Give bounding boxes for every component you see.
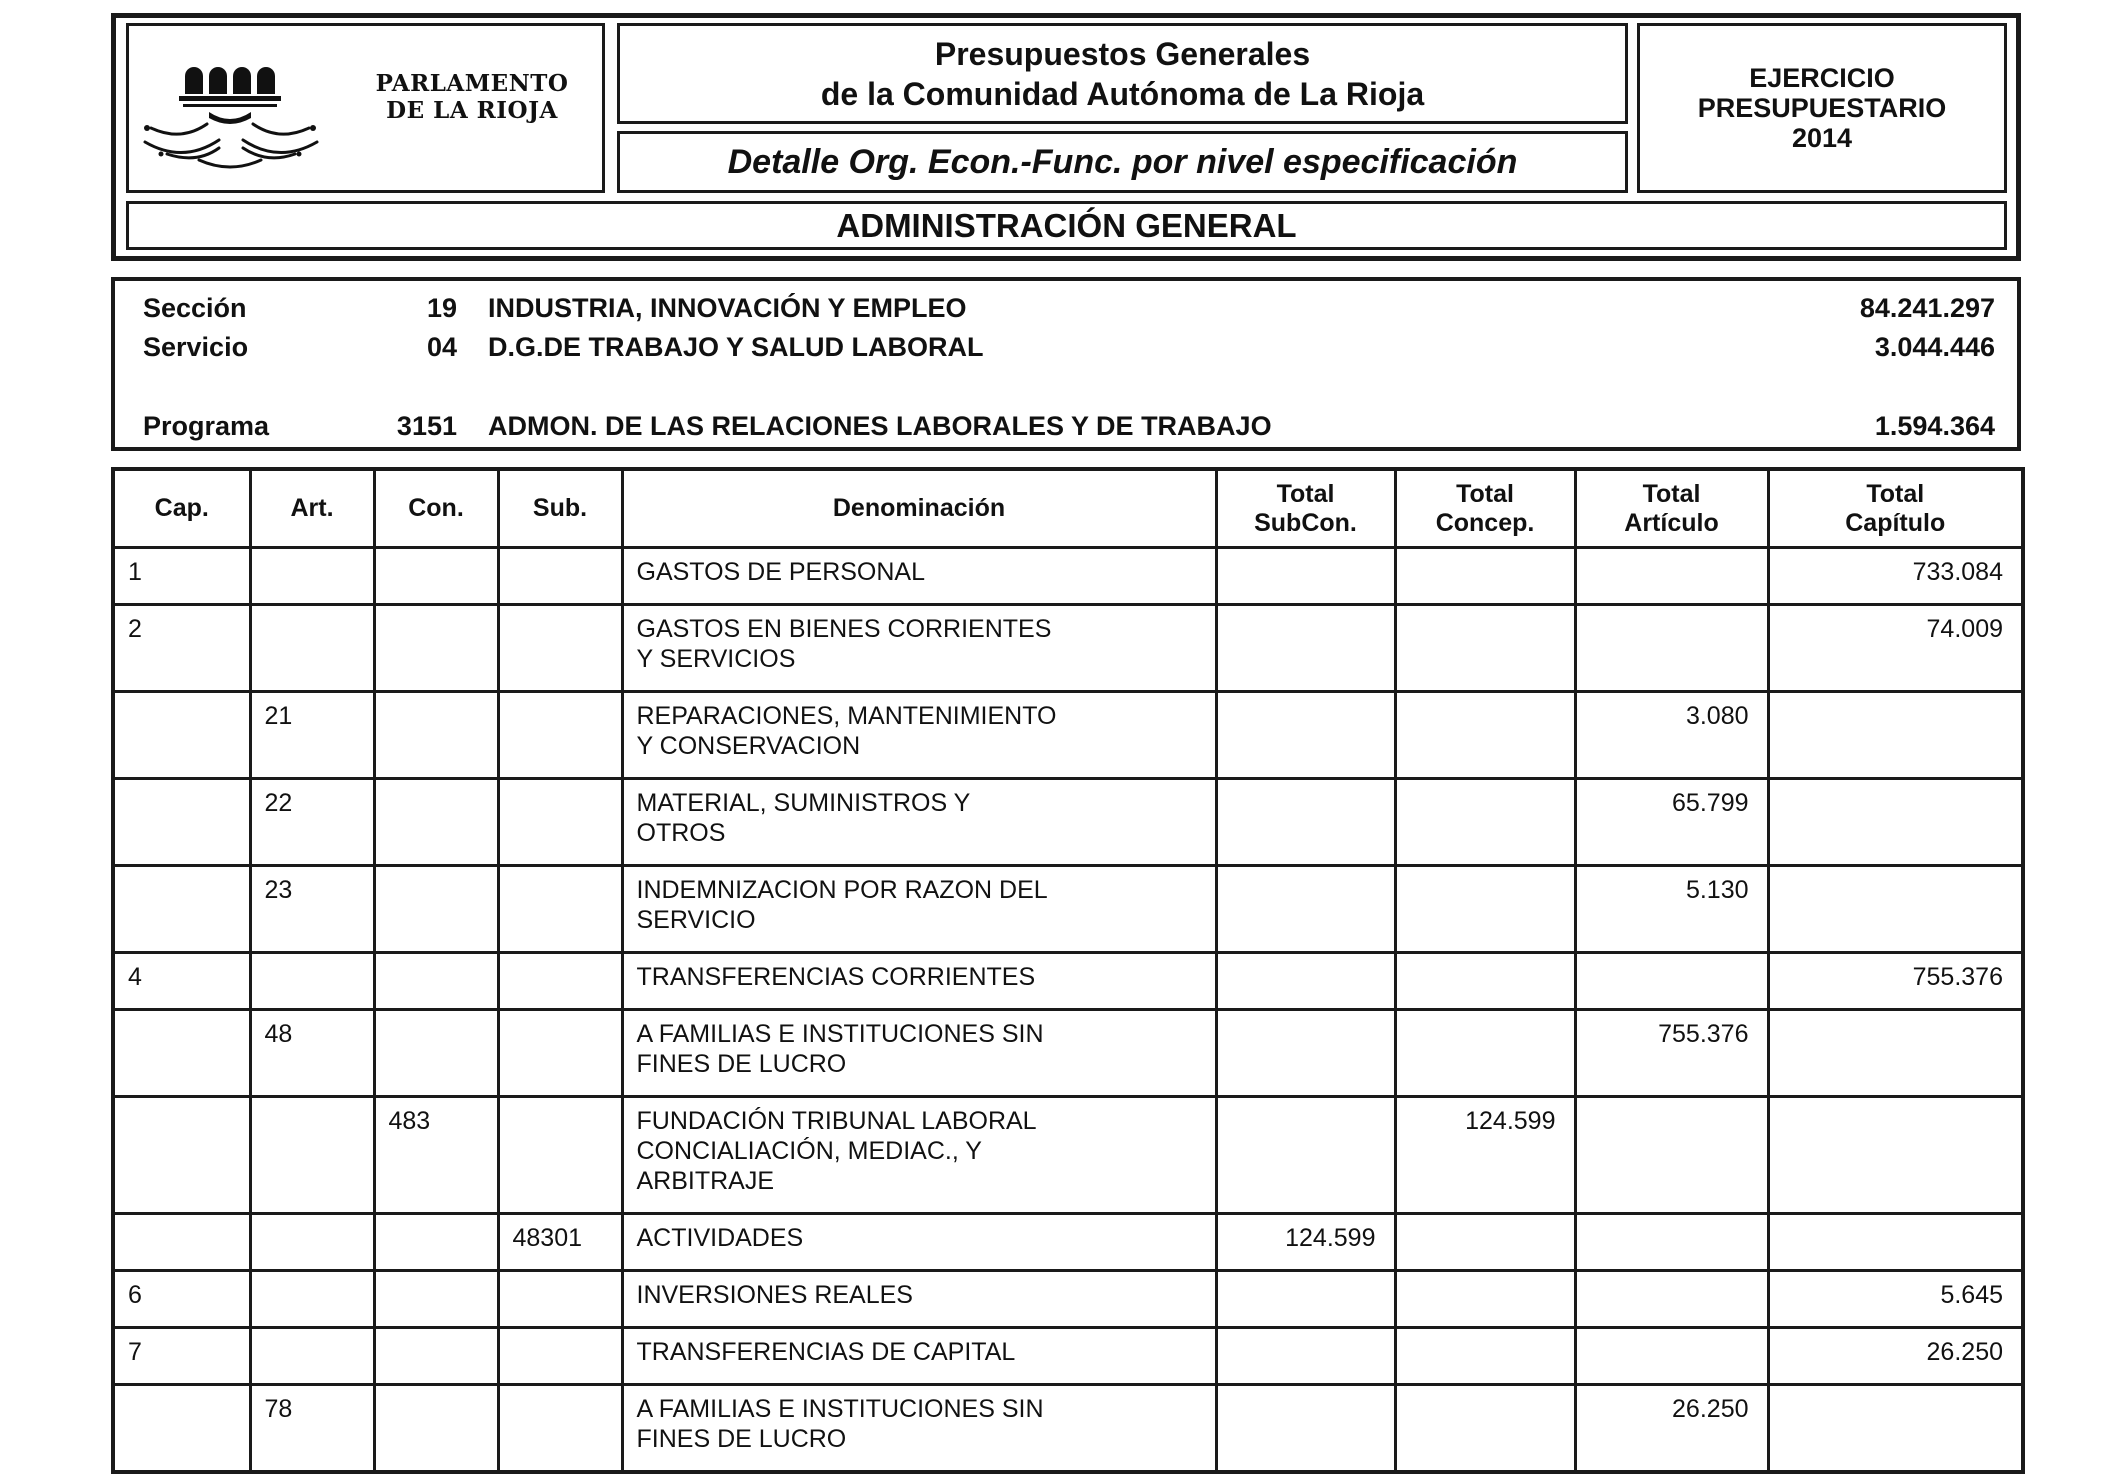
budget-title-line1: Presupuestos Generales — [934, 35, 1311, 72]
cell-denominacion: A FAMILIAS E INSTITUCIONES SIN FINES DE LUCRO — [622, 1010, 1216, 1097]
cell-cap — [113, 1097, 250, 1214]
cell-total-capitulo — [1768, 692, 2023, 779]
cell-total-subcon — [1216, 548, 1395, 605]
col-header-sub: Sub. — [498, 469, 622, 548]
cell-total-articulo: 755.376 — [1575, 1010, 1768, 1097]
table-row — [113, 692, 2023, 779]
cell-total-subcon — [1216, 1385, 1395, 1473]
cell-con — [374, 1271, 498, 1328]
servicio-code: 04 — [426, 332, 457, 362]
cell-sub — [498, 1385, 622, 1473]
cell-art — [250, 1328, 374, 1385]
cell-art — [250, 605, 374, 692]
table-row — [113, 1097, 2023, 1214]
program-info — [111, 277, 2021, 451]
cell-total-capitulo — [1768, 779, 2023, 866]
cell-cap: 4 — [113, 953, 250, 1010]
cell-total-concep — [1395, 692, 1575, 779]
cell-total-articulo — [1575, 953, 1768, 1010]
cell-con: 483 — [374, 1097, 498, 1214]
cell-total-articulo: 65.799 — [1575, 779, 1768, 866]
table-row — [113, 1385, 2023, 1473]
cell-total-concep — [1395, 1385, 1575, 1473]
cell-con — [374, 548, 498, 605]
cell-sub — [498, 953, 622, 1010]
cell-cap — [113, 1214, 250, 1271]
cell-total-concep — [1395, 1328, 1575, 1385]
cell-total-concep — [1395, 548, 1575, 605]
cell-art: 22 — [250, 779, 374, 866]
cell-art — [250, 548, 374, 605]
cell-cap — [113, 866, 250, 953]
cell-sub — [498, 1010, 622, 1097]
col-header-cap: Cap. — [113, 469, 250, 548]
cell-sub — [498, 692, 622, 779]
col-header-total-capitulo-line2: Capítulo — [1845, 508, 1946, 537]
cell-total-concep — [1395, 866, 1575, 953]
programa-name: ADMON. DE LAS RELACIONES LABORALES Y DE TRABAJO — [488, 411, 1272, 441]
cell-sub — [498, 1271, 622, 1328]
table-row — [113, 548, 2023, 605]
cell-total-subcon — [1216, 1271, 1395, 1328]
col-header-total-articulo-line1: Total — [1642, 479, 1701, 508]
cell-total-capitulo — [1768, 1097, 2023, 1214]
cell-total-capitulo — [1768, 1214, 2023, 1271]
table-header-row — [113, 469, 2023, 548]
cell-con — [374, 779, 498, 866]
cell-con — [374, 1010, 498, 1097]
cell-cap — [113, 779, 250, 866]
cell-cap — [113, 1010, 250, 1097]
cell-total-subcon — [1216, 692, 1395, 779]
cell-cap: 2 — [113, 605, 250, 692]
cell-denominacion: INVERSIONES REALES — [622, 1271, 1216, 1328]
seccion-label: Sección — [143, 293, 247, 323]
cell-total-subcon — [1216, 1010, 1395, 1097]
budget-table — [111, 467, 2025, 1474]
cell-total-articulo: 26.250 — [1575, 1385, 1768, 1473]
cell-total-subcon — [1216, 1097, 1395, 1214]
table-row — [113, 779, 2023, 866]
parliament-name-line2: DE LA RIOJA — [386, 97, 558, 124]
col-header-total-capitulo-line1: Total — [1866, 479, 1925, 508]
cell-total-concep — [1395, 1271, 1575, 1328]
cell-total-concep — [1395, 1214, 1575, 1271]
cell-sub — [498, 1328, 622, 1385]
budget-subtitle — [617, 131, 1628, 193]
cell-sub: 48301 — [498, 1214, 622, 1271]
cell-cap — [113, 692, 250, 779]
servicio-name: D.G.DE TRABAJO Y SALUD LABORAL — [488, 332, 984, 362]
servicio-amount: 3.044.446 — [1874, 332, 1995, 362]
cell-total-capitulo: 755.376 — [1768, 953, 2023, 1010]
cell-total-articulo — [1575, 548, 1768, 605]
cell-denominacion: TRANSFERENCIAS CORRIENTES — [622, 953, 1216, 1010]
col-header-total-capitulo — [1768, 469, 2023, 548]
budget-subtitle-text: Detalle Org. Econ.-Func. por nivel especificación — [727, 142, 1518, 181]
cell-cap: 6 — [113, 1271, 250, 1328]
budget-title — [617, 23, 1628, 124]
cell-total-articulo — [1575, 1328, 1768, 1385]
col-header-total-concep-line2: Concep. — [1435, 508, 1535, 537]
cell-art — [250, 1214, 374, 1271]
cell-denominacion: REPARACIONES, MANTENIMIENTO Y CONSERVACION — [622, 692, 1216, 779]
cell-total-articulo — [1575, 1271, 1768, 1328]
table-row — [113, 1271, 2023, 1328]
servicio-row — [115, 332, 2017, 364]
cell-total-capitulo: 5.645 — [1768, 1271, 2023, 1328]
programa-row — [115, 411, 2017, 443]
cell-total-articulo — [1575, 1214, 1768, 1271]
fiscal-year-block — [1637, 23, 2007, 193]
col-header-total-subcon-line2: SubCon. — [1254, 508, 1357, 537]
table-row — [113, 605, 2023, 692]
cell-total-subcon — [1216, 1328, 1395, 1385]
col-header-total-articulo — [1575, 469, 1768, 548]
cell-art — [250, 1097, 374, 1214]
parliament-emblem-icon — [139, 56, 349, 176]
cell-con — [374, 692, 498, 779]
cell-total-subcon — [1216, 953, 1395, 1010]
seccion-name: INDUSTRIA, INNOVACIÓN Y EMPLEO — [488, 293, 967, 323]
cell-con — [374, 866, 498, 953]
cell-total-subcon: 124.599 — [1216, 1214, 1395, 1271]
cell-denominacion: MATERIAL, SUMINISTROS Y OTROS — [622, 779, 1216, 866]
parliament-logo-block — [126, 23, 605, 193]
table-row — [113, 1214, 2023, 1271]
cell-total-capitulo: 74.009 — [1768, 605, 2023, 692]
seccion-code: 19 — [426, 293, 457, 323]
cell-total-articulo: 3.080 — [1575, 692, 1768, 779]
administration-label: ADMINISTRACIÓN GENERAL — [836, 206, 1297, 244]
programa-label: Programa — [143, 411, 270, 441]
cell-total-capitulo: 26.250 — [1768, 1328, 2023, 1385]
cell-total-subcon — [1216, 605, 1395, 692]
programa-code: 3151 — [396, 411, 457, 441]
cell-art: 48 — [250, 1010, 374, 1097]
cell-con — [374, 1385, 498, 1473]
programa-amount: 1.594.364 — [1874, 411, 1995, 441]
col-header-con: Con. — [374, 469, 498, 548]
cell-cap: 7 — [113, 1328, 250, 1385]
cell-denominacion: GASTOS DE PERSONAL — [622, 548, 1216, 605]
cell-art — [250, 1271, 374, 1328]
cell-denominacion: INDEMNIZACION POR RAZON DEL SERVICIO — [622, 866, 1216, 953]
cell-art: 78 — [250, 1385, 374, 1473]
col-header-total-concep — [1395, 469, 1575, 548]
cell-total-capitulo — [1768, 1010, 2023, 1097]
cell-total-concep — [1395, 1010, 1575, 1097]
cell-denominacion: ACTIVIDADES — [622, 1214, 1216, 1271]
cell-total-articulo: 5.130 — [1575, 866, 1768, 953]
col-header-total-concep-line1: Total — [1456, 479, 1514, 508]
col-header-total-articulo-line2: Artículo — [1624, 508, 1719, 537]
cell-total-capitulo: 733.084 — [1768, 548, 2023, 605]
cell-con — [374, 1328, 498, 1385]
fiscal-year-value: 2014 — [1791, 123, 1853, 153]
cell-denominacion: GASTOS EN BIENES CORRIENTES Y SERVICIOS — [622, 605, 1216, 692]
cell-denominacion: FUNDACIÓN TRIBUNAL LABORAL CONCIALIACIÓN, MEDIAC., Y ARBITRAJE — [622, 1097, 1216, 1214]
col-header-denominacion: Denominación — [622, 469, 1216, 548]
fiscal-year-line1: EJERCICIO — [1749, 63, 1895, 93]
cell-denominacion: TRANSFERENCIAS DE CAPITAL — [622, 1328, 1216, 1385]
cell-cap: 1 — [113, 548, 250, 605]
cell-sub — [498, 1097, 622, 1214]
cell-art: 21 — [250, 692, 374, 779]
cell-cap — [113, 1385, 250, 1473]
cell-total-concep — [1395, 953, 1575, 1010]
cell-total-capitulo — [1768, 1385, 2023, 1473]
table-row — [113, 953, 2023, 1010]
cell-art — [250, 953, 374, 1010]
cell-con — [374, 605, 498, 692]
cell-con — [374, 1214, 498, 1271]
cell-denominacion: A FAMILIAS E INSTITUCIONES SIN FINES DE LUCRO — [622, 1385, 1216, 1473]
cell-sub — [498, 779, 622, 866]
cell-art: 23 — [250, 866, 374, 953]
cell-total-concep: 124.599 — [1395, 1097, 1575, 1214]
table-row — [113, 1010, 2023, 1097]
cell-total-concep — [1395, 605, 1575, 692]
seccion-amount: 84.241.297 — [1859, 293, 1995, 323]
table-row — [113, 1328, 2023, 1385]
servicio-label: Servicio — [143, 332, 249, 362]
budget-title-line2: de la Comunidad Autónoma de La Rioja — [820, 75, 1425, 112]
cell-sub — [498, 605, 622, 692]
parliament-name-line1: PARLAMENTO — [375, 70, 569, 97]
cell-total-articulo — [1575, 605, 1768, 692]
cell-con — [374, 953, 498, 1010]
cell-total-articulo — [1575, 1097, 1768, 1214]
administration-banner — [126, 201, 2007, 250]
col-header-total-subcon — [1216, 469, 1395, 548]
cell-total-subcon — [1216, 866, 1395, 953]
fiscal-year-line2: PRESUPUESTARIO — [1697, 93, 1947, 123]
cell-total-capitulo — [1768, 866, 2023, 953]
col-header-total-subcon-line1: Total — [1276, 479, 1335, 508]
cell-total-concep — [1395, 779, 1575, 866]
col-header-art: Art. — [250, 469, 374, 548]
cell-total-subcon — [1216, 779, 1395, 866]
seccion-row — [115, 293, 2017, 325]
parliament-name — [342, 70, 602, 124]
cell-sub — [498, 548, 622, 605]
table-row — [113, 866, 2023, 953]
cell-sub — [498, 866, 622, 953]
